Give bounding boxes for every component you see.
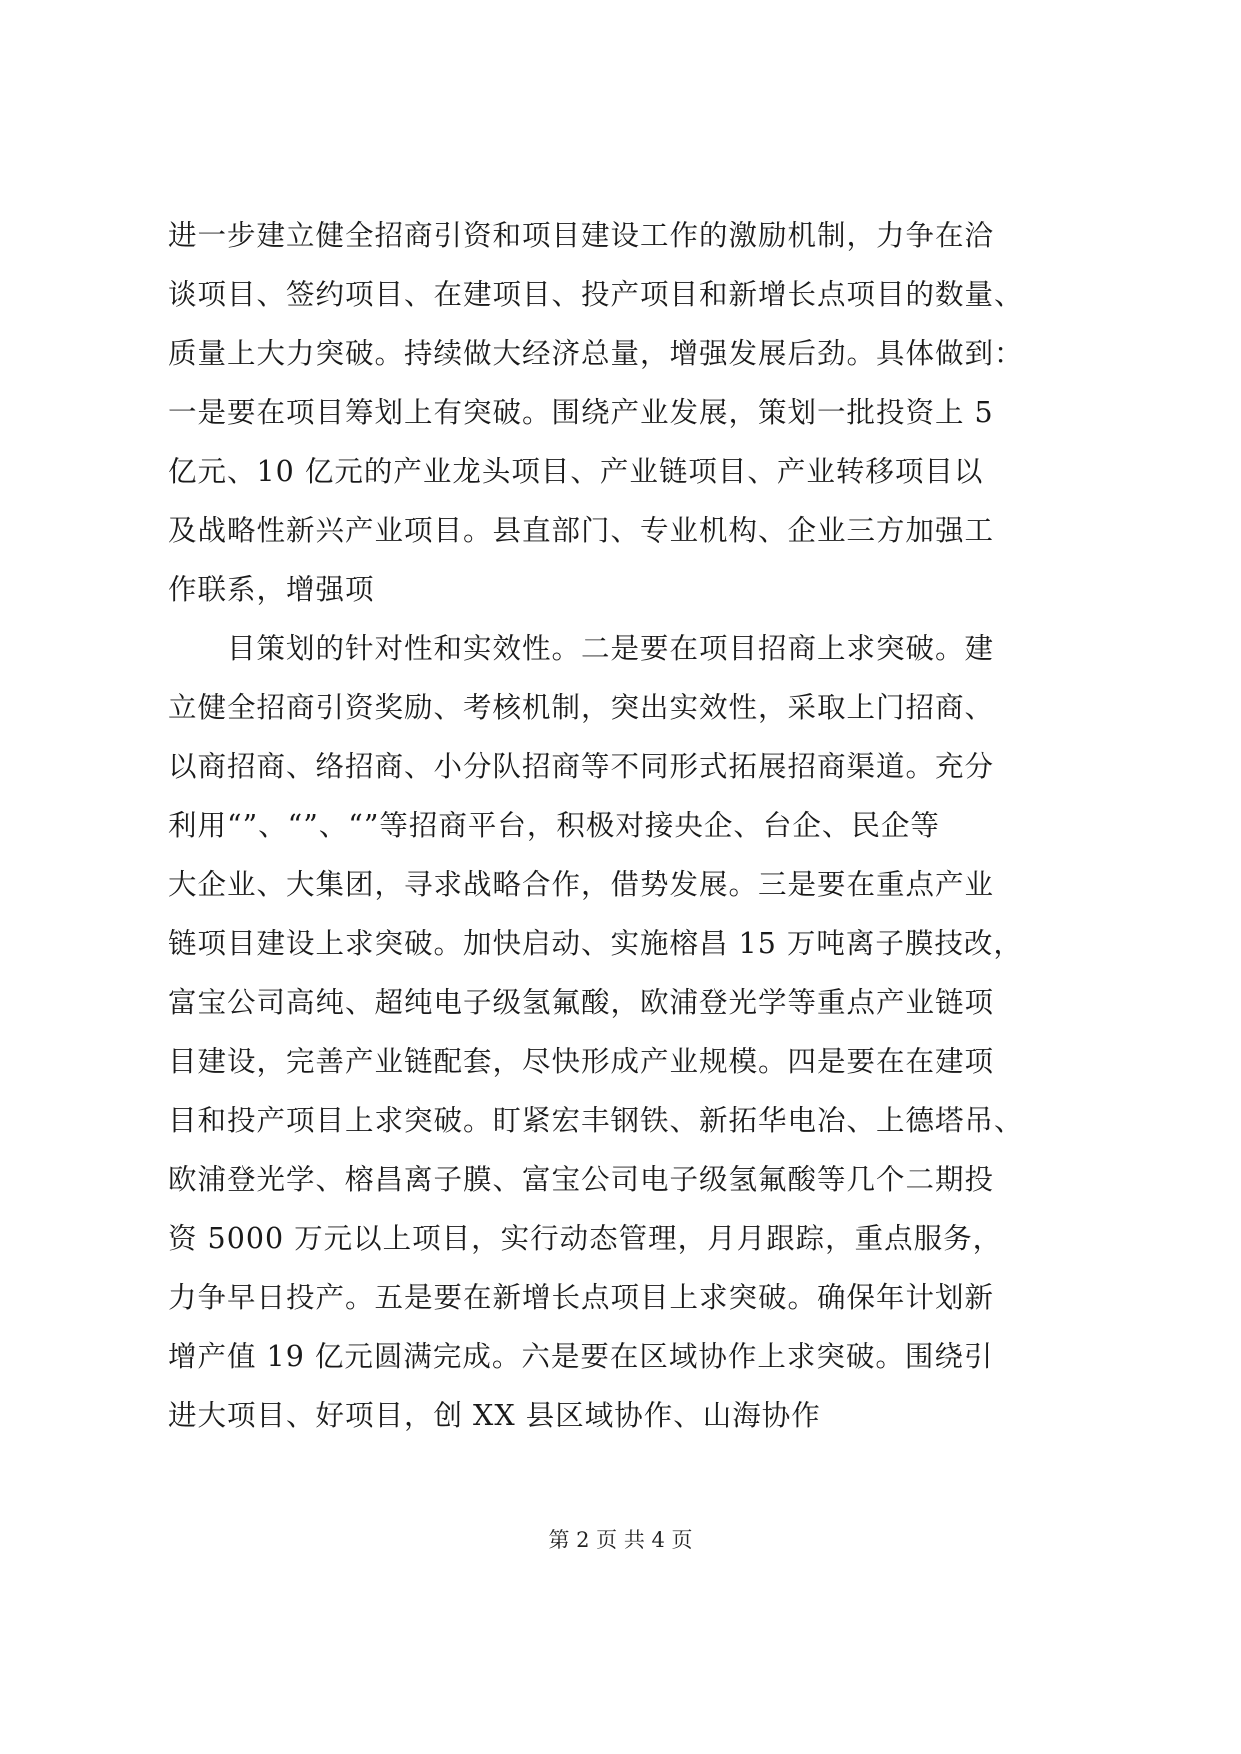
- text-line: 大企业、大集团，寻求战略合作，借势发展。三是要在重点产业: [168, 868, 995, 901]
- text-line: 作联系，增强项: [168, 573, 375, 606]
- text-line: 一是要在项目筹划上有突破。围绕产业发展，策划一批投资上 5: [168, 396, 994, 429]
- text-line: 进一步建立健全招商引资和项目建设工作的激励机制，力争在洽: [168, 219, 995, 252]
- text-line: 以商招商、络招商、小分队招商等不同形式拓展招商渠道。充分: [168, 750, 995, 783]
- text-line: 亿元、10 亿元的产业龙头项目、产业链项目、产业转移项目以: [168, 455, 984, 488]
- text-line: 立健全招商引资奖励、考核机制，突出实效性，采取上门招商、: [168, 691, 995, 724]
- text-line: 力争早日投产。五是要在新增长点项目上求突破。确保年计划新: [168, 1281, 995, 1314]
- text-line: 增产值 19 亿元圆满完成。六是要在区域协作上求突破。围绕引: [168, 1340, 994, 1373]
- text-line: 利用“”、“”、“”等招商平台，积极对接央企、台企、民企等: [168, 809, 940, 842]
- text-line: 目和投产项目上求突破。盯紧宏丰钢铁、新拓华电冶、上德塔吊、: [168, 1104, 1024, 1137]
- text-line: 质量上大力突破。持续做大经济总量，增强发展后劲。具体做到：: [168, 337, 1024, 370]
- text-line: 进大项目、好项目，创 XX 县区域协作、山海协作: [168, 1399, 821, 1432]
- page-number-footer: 第 2 页 共 4 页: [548, 1528, 693, 1552]
- text-line: 资 5000 万元以上项目，实行动态管理，月月跟踪，重点服务，: [168, 1222, 1003, 1255]
- text-line: 欧浦登光学、榕昌离子膜、富宝公司电子级氢氟酸等几个二期投: [168, 1163, 995, 1196]
- text-line: 谈项目、签约项目、在建项目、投产项目和新增长点项目的数量、: [168, 278, 1024, 311]
- text-line: 富宝公司高纯、超纯电子级氢氟酸，欧浦登光学等重点产业链项: [168, 986, 995, 1019]
- body-text: [168, 206, 1088, 1445]
- text-line: 链项目建设上求突破。加快启动、实施榕昌 15 万吨离子膜技改，: [168, 927, 1023, 960]
- text-line: 目策划的针对性和实效性。二是要在项目招商上求突破。建: [168, 632, 995, 665]
- text-line: 及战略性新兴产业项目。县直部门、专业机构、企业三方加强工: [168, 514, 995, 547]
- text-line: 目建设，完善产业链配套，尽快形成产业规模。四是要在在建项: [168, 1045, 995, 1078]
